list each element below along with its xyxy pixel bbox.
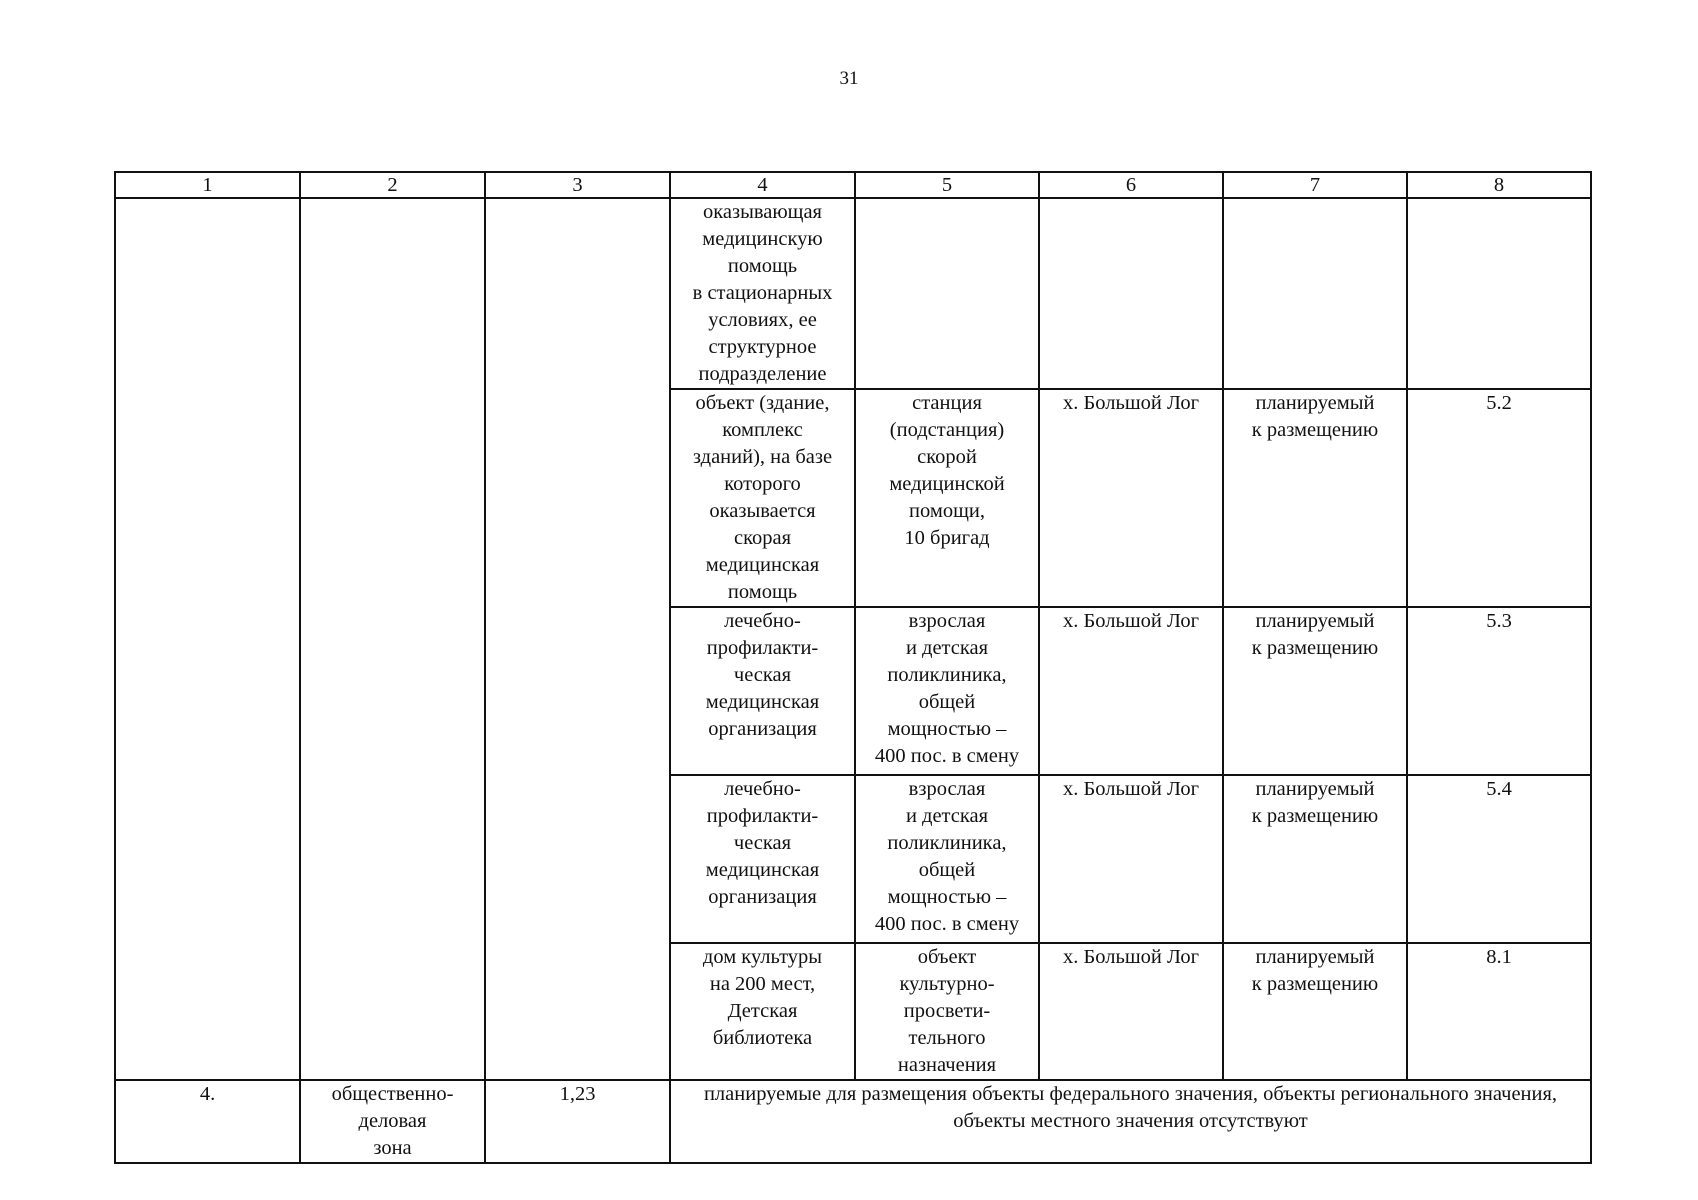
cell-reference: 5.3 [1407, 607, 1591, 775]
page-number: 31 [839, 68, 859, 89]
cell-status: планируемый к размещению [1223, 607, 1407, 775]
cell-object-description [855, 198, 1039, 389]
cell-location: х. Большой Лог [1039, 389, 1223, 607]
cell-object-type: оказывающая медицинскую помощь в стационарных условиях, ее структурное подразделение [670, 198, 855, 389]
column-number-8: 8 [1407, 172, 1591, 198]
cell-object-type: лечебно- профилакти- ческая медицинская организация [670, 775, 855, 943]
cell-status: планируемый к размещению [1223, 943, 1407, 1080]
cell-number [115, 198, 300, 1080]
cell-objects-absent-note: планируемые для размещения объекты федерального значения, объекты регионального значения, объекты местного значения отсутствуют [670, 1080, 1591, 1163]
cell-location [1039, 198, 1223, 389]
cell-location: х. Большой Лог [1039, 775, 1223, 943]
cell-number: 4. [115, 1080, 300, 1163]
cell-object-description: взрослая и детская поликлиника, общей мощностью – 400 пос. в смену [855, 775, 1039, 943]
cell-zone-area [485, 198, 670, 1080]
column-number-3: 3 [485, 172, 670, 198]
column-number-7: 7 [1223, 172, 1407, 198]
cell-zone-name [300, 198, 485, 1080]
cell-reference [1407, 198, 1591, 389]
cell-object-type: дом культуры на 200 мест, Детская библиотека [670, 943, 855, 1080]
column-number-2: 2 [300, 172, 485, 198]
cell-reference: 5.4 [1407, 775, 1591, 943]
column-number-5: 5 [855, 172, 1039, 198]
column-number-1: 1 [115, 172, 300, 198]
cell-zone-name: общественно- деловая зона [300, 1080, 485, 1163]
column-number-4: 4 [670, 172, 855, 198]
cell-object-description: объект культурно- просвети- тельного назначения [855, 943, 1039, 1080]
cell-status: планируемый к размещению [1223, 389, 1407, 607]
cell-object-description: взрослая и детская поликлиника, общей мощностью – 400 пос. в смену [855, 607, 1039, 775]
cell-reference: 8.1 [1407, 943, 1591, 1080]
planning-objects-table [114, 171, 1592, 1164]
table-row [115, 198, 1591, 389]
cell-zone-area: 1,23 [485, 1080, 670, 1163]
table-row [115, 1080, 1591, 1163]
cell-status: планируемый к размещению [1223, 775, 1407, 943]
cell-location: х. Большой Лог [1039, 943, 1223, 1080]
cell-object-type: лечебно- профилакти- ческая медицинская организация [670, 607, 855, 775]
cell-reference: 5.2 [1407, 389, 1591, 607]
column-number-6: 6 [1039, 172, 1223, 198]
cell-location: х. Большой Лог [1039, 607, 1223, 775]
cell-status [1223, 198, 1407, 389]
table-header-row [115, 172, 1591, 198]
cell-object-type: объект (здание, комплекс зданий), на базе которого оказывается скорая медицинская помощь [670, 389, 855, 607]
cell-object-description: станция (подстанция) скорой медицинской помощи, 10 бригад [855, 389, 1039, 607]
